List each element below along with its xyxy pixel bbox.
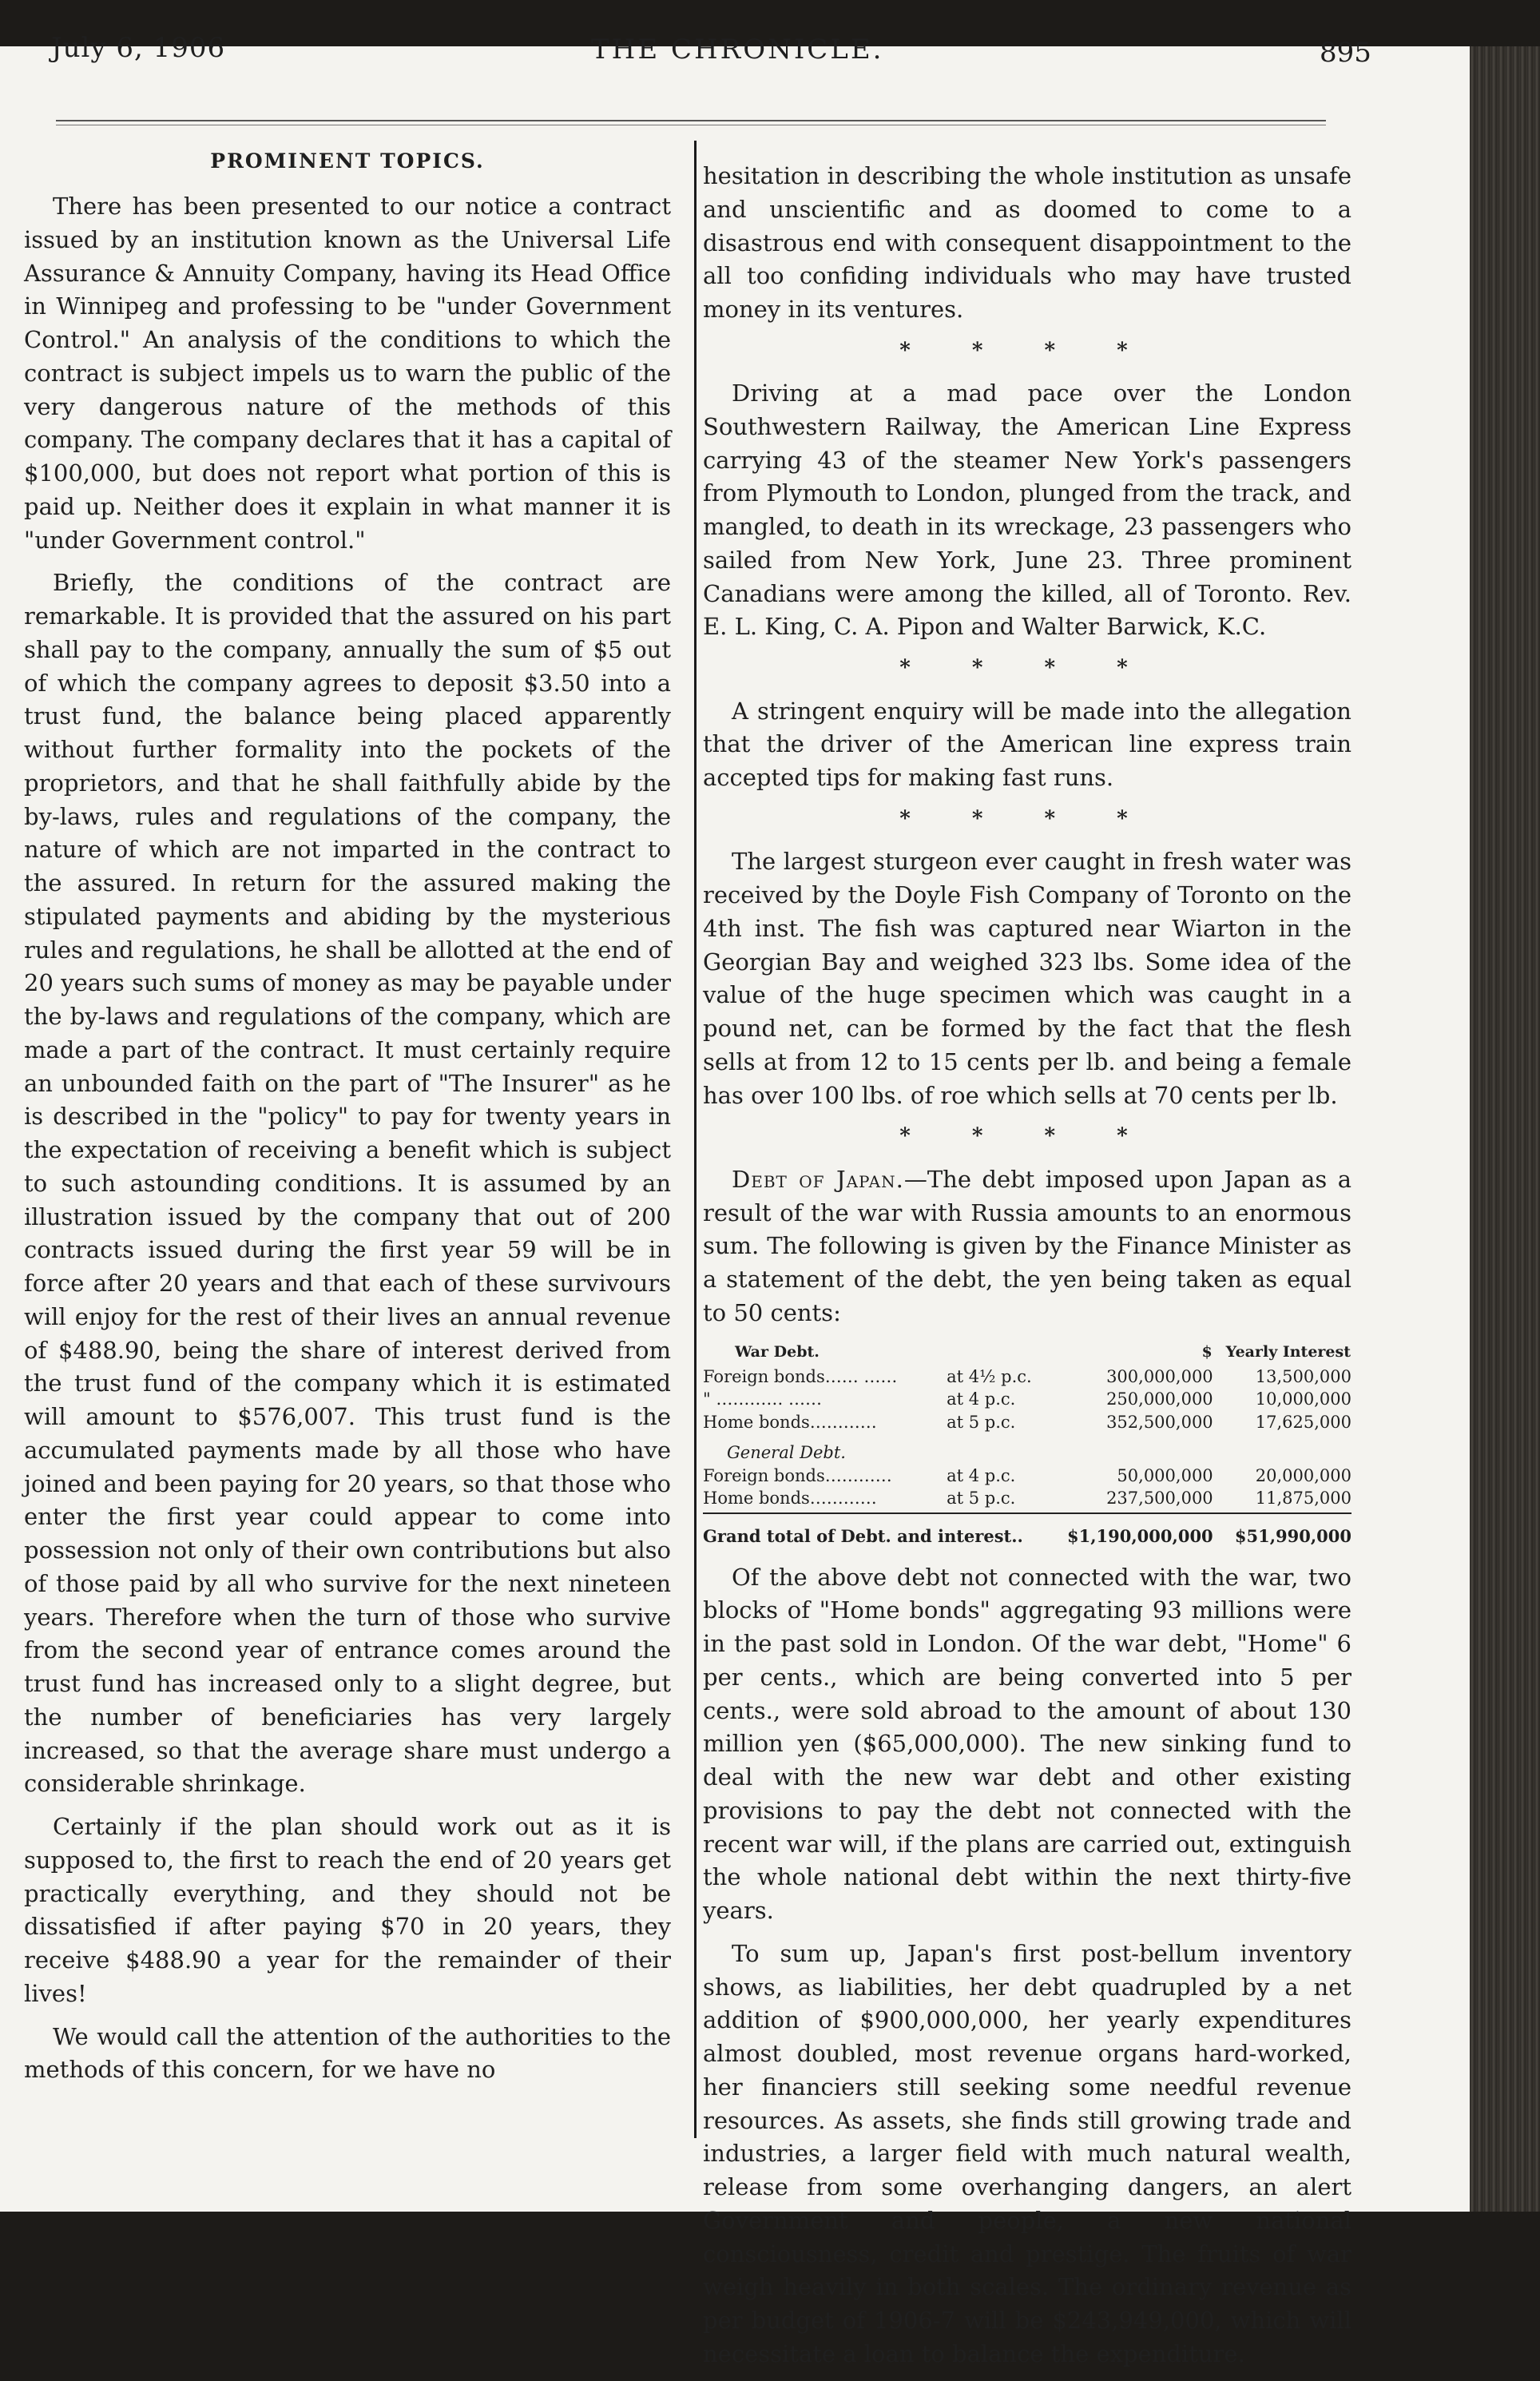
paragraph: Of the above debt not connected with the war, two blocks of "Home bonds" aggregating 93 millions were in the past sold in London. Of the war debt, "Home" 6 per cents., which are being converted into 5 per cents., were sold abroad to the amount of about 130 million yen ($65,000,000). The new sinking fund to deal with the new war debt and other existing provisions to pay the debt not connected with the recent war will, if the plans are carried out, extinguish the whole national debt within the next thirty-five years. — [703, 1563, 1351, 1925]
total-interest: $51,990,000 — [1234, 1526, 1351, 1547]
row-interest: 11,875,000 — [1255, 1488, 1351, 1508]
row-amount: 300,000,000 — [1106, 1367, 1213, 1387]
column-header: Yearly Interest — [1225, 1342, 1351, 1361]
debt-intro: —The debt imposed upon Japan as a result of the war with Russia amounts to an enormous sum. The following is given by the Finance Minister as a statement of the debt, the yen being taken as equal to 50 cents: — [703, 1165, 1351, 1326]
column-header: $ — [1201, 1342, 1213, 1361]
row-rate: at 5 p.c. — [947, 1488, 1016, 1508]
news-item: A stringent enquiry will be made into the allegation that the driver of the American line express train accepted tips for making fast runs. — [703, 697, 1351, 792]
page-number: 895 — [1320, 37, 1371, 69]
row-amount: 50,000,000 — [1117, 1465, 1213, 1485]
paragraph: Certainly if the plan should work out as it is supposed to, the first to reach the end of 20 years get practically everything, and they should not be dissatisfied if after paying $70 in 20 years, they receive $488.90 a year for the remainder of their lives! — [24, 1813, 671, 2007]
debt-of-japan-paragraph — [703, 1163, 1351, 1330]
issue-date: July 6, 1906 — [51, 32, 226, 64]
news-item: Driving at a mad pace over the London Southwestern Railway, the American Line Express carrying 43 of the steamer New York's passengers from Plymouth to London, plunged from the track, and mangled, to death in its wreckage, 23 passengers who sailed from New York, June 23. Three prominent Canadians were among the killed, all of Toronto. Rev. E. L. King, C. A. Pipon and Walter Barwick, K.C. — [703, 380, 1351, 641]
section-separator: * * * * — [899, 1124, 1155, 1149]
table-total-row — [703, 1513, 1351, 1548]
row-rate: at 4 p.c. — [947, 1465, 1016, 1485]
row-label: Foreign bonds…… …… — [703, 1367, 898, 1387]
publication-title: THE CHRONICLE. — [591, 34, 884, 66]
paragraph: There has been presented to our notice a contract issued by an institution known as the Universal Life Assurance & Annuity Company, having its Head Office in Winnipeg and professing to be "under Government Control." An analysis of the conditions to which the contract is subject impels us to warn the public of the very dangerous nature of the methods of this company. The company declares that it has a capital of $100,000, but does not report what portion of this is paid up. Neither does it explain in what manner it is "under Government control." — [24, 193, 671, 554]
paragraph: We would call the attention of the authorities to the methods of this concern, for we have no — [24, 2022, 671, 2084]
row-label: " ………… …… — [703, 1389, 823, 1409]
total-amount: $1,190,000,000 — [1067, 1526, 1213, 1547]
row-amount: 352,500,000 — [1106, 1412, 1213, 1432]
section-separator: * * * * — [899, 338, 1155, 363]
table-row — [703, 1487, 1351, 1509]
section-title: PROMINENT TOPICS. — [210, 149, 485, 173]
row-rate: at 4½ p.c. — [947, 1367, 1032, 1387]
section-separator: * * * * — [899, 656, 1155, 681]
row-amount: 250,000,000 — [1106, 1389, 1213, 1409]
right-column — [703, 160, 1351, 2381]
row-label: Home bonds………… — [703, 1412, 877, 1432]
news-item: The largest sturgeon ever caught in fresh water was received by the Doyle Fish Company of Toronto on the 4th inst. The fish was captured near Wiarton in the Georgian Bay and weighed 323 lbs. Some idea of the value of the huge specimen which was caught in a pound net, can be formed by the fact that the flesh sells at from 12 to 15 cents per lb. and being a female has over 100 lbs. of roe which sells at 70 cents per lb. — [703, 848, 1351, 1109]
table-row — [703, 1388, 1351, 1410]
table-subheader-row — [703, 1433, 1351, 1464]
column-header: War Debt. — [735, 1342, 820, 1361]
row-interest: 17,625,000 — [1255, 1412, 1351, 1432]
table-row — [703, 1365, 1351, 1388]
book-page-edge — [1470, 46, 1540, 2212]
row-interest: 20,000,000 — [1255, 1465, 1351, 1485]
paragraph: To sum up, Japan's first post-bellum inventory shows, as liabilities, her debt quadrupled by a net addition of $900,000,000, her yearly expenditures almost doubled, most revenue organs hard-worked, her financiers still seeking some needful revenue resources. As assets, she finds still growing trade and industries, a larger field with much natural wealth, release from some overhanging dangers, an alert Government and people, a new national consciousness, credit and prestige. The fruits of war weigh heavily in both scales. The ordinary revenue as per budget of 1906-7 will be $243,949,000, which will necessitate a loan to balance the expenditure. — [703, 1939, 1351, 2367]
row-label: Home bonds………… — [703, 1488, 877, 1508]
paragraph-continuation: hesitation in describing the whole institution as unsafe and unscientific and as doomed to come to a disastrous end with consequent disappointment to the all too confiding individuals who may have trusted money in its ventures. — [703, 162, 1351, 323]
row-interest: 10,000,000 — [1255, 1389, 1351, 1409]
debt-table — [703, 1342, 1351, 1548]
paragraph: Briefly, the conditions of the contract are remarkable. It is provided that the assured on his part shall pay to the company, annually the sum of $5 out of which the company agrees to deposit $3.50 into a trust fund, the balance being placed apparently without further formality into the pockets of the proprietors, and that he shall faithfully abide by the by-laws, rules and regulations of the company, the nature of which are not imparted in the contract to the assured. In return for the assured making the stipulated payments and abiding by the mysterious rules and regulations, he shall be allotted at the end of 20 years such sums of money as may be payable under the by-laws and regulations of the company, which are made a part of the contract. It must certainly require an unbounded faith on the part of "The Insurer" as he is described in the "policy" to pay for twenty years in the expectation of receiving a benefit which is subject to such astounding conditions. It is assumed by an illustration issued by the company that out of 200 contracts issued during the first year 59 will be in force after 20 years and that each of these survivours will enjoy for the rest of their lives an annual revenue of $488.90, being the share of interest derived from the trust fund of the company which it is estimated will amount to $576,007. This trust fund is the accumulated payments made by all those who have joined and been paying for 20 years, so that those who enter the first year could appear to come into possession not only of their own contributions but also of those paid by all who survive for the next nineteen years. Therefore when the turn of those who survive from the second year of entrance comes around the trust fund has increased only to a slight degree, but the number of beneficiaries has very largely increased, so that the average share must undergo a considerable shrinkage. — [24, 569, 671, 1798]
total-label: Grand total of Debt. and interest.. — [703, 1526, 1023, 1547]
row-interest: 13,500,000 — [1255, 1367, 1351, 1387]
table-header-row — [703, 1342, 1351, 1366]
table-row — [703, 1465, 1351, 1487]
debt-heading: Debt of Japan. — [732, 1165, 904, 1193]
table-row — [703, 1411, 1351, 1433]
left-column — [24, 147, 671, 2097]
row-rate: at 4 p.c. — [947, 1389, 1016, 1409]
header-rule — [56, 120, 1326, 125]
row-label: Foreign bonds………… — [703, 1465, 892, 1485]
column-divider — [694, 141, 697, 2138]
row-amount: 237,500,000 — [1106, 1488, 1213, 1508]
page-header — [48, 26, 1371, 81]
section-separator: * * * * — [899, 806, 1155, 831]
row-rate: at 5 p.c. — [947, 1412, 1016, 1432]
general-debt-heading: General Debt. — [727, 1443, 846, 1463]
